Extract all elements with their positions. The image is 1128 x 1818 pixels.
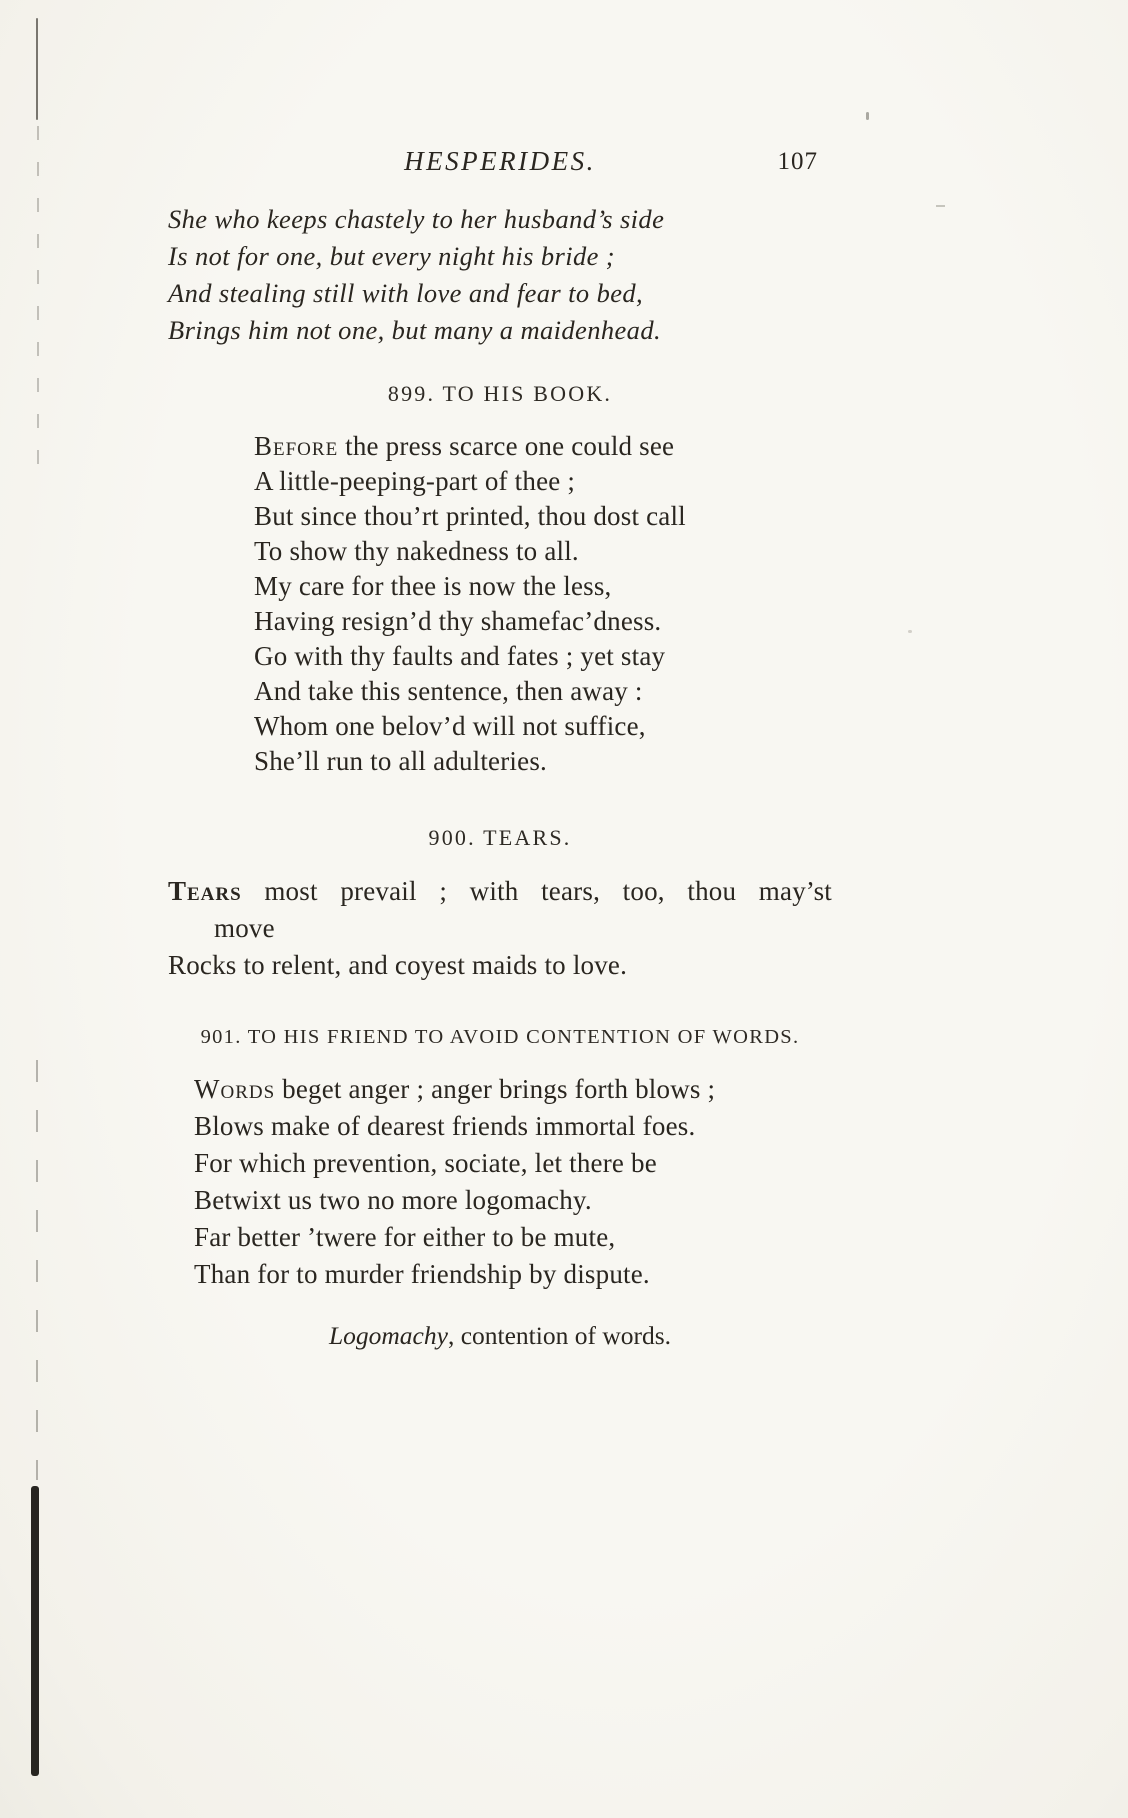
poem-line: Blows make of dearest friends immortal foes. — [194, 1111, 696, 1141]
scan-artifact-left-dashes-lower — [36, 1060, 38, 1480]
page-number: 107 — [777, 148, 818, 175]
poem-line: For which prevention, sociate, let there be — [194, 1148, 657, 1178]
scan-artifact-speck — [936, 205, 945, 207]
lead-word: Tears — [168, 876, 242, 906]
poem-line: Brings him not one, but many a maidenhead. — [168, 315, 662, 345]
poem-line-text: most prevail ; with tears, too, thou may’st — [264, 876, 833, 906]
poem-line: And stealing still with love and fear to bed, — [168, 278, 644, 308]
poem-900 — [168, 873, 832, 984]
lead-word: Words — [194, 1074, 276, 1104]
poem-line — [194, 1071, 832, 1108]
poem-901-heading: 901. TO HIS FRIEND TO AVOID CONTENTION OF WORDS. — [200, 1026, 800, 1048]
running-title: HESPERIDES. — [404, 146, 596, 176]
poem-line-text: the press scarce one could see — [345, 431, 675, 461]
poem-line: She’ll run to all adulteries. — [254, 746, 547, 776]
poem-899 — [254, 429, 832, 779]
poem-line: A little-peeping-part of thee ; — [254, 466, 576, 496]
poem-line: But since thou’rt printed, thou dost call — [254, 501, 686, 531]
poem-line: To show thy nakedness to all. — [254, 536, 579, 566]
footnote-term: Logomachy — [328, 1321, 448, 1350]
poem-line: Go with thy faults and fates ; yet stay — [254, 641, 666, 671]
scan-artifact-bottom-left-bar — [31, 1486, 39, 1776]
scan-artifact-speck — [866, 112, 869, 120]
footnote-text: , contention of words. — [447, 1321, 672, 1350]
poem-line: Betwixt us two no more logomachy. — [194, 1185, 592, 1215]
running-header — [168, 146, 832, 177]
continuation-stanza — [168, 201, 832, 349]
lead-word: Before — [254, 431, 339, 461]
scan-artifact-left-dashes-upper — [37, 126, 39, 466]
page-text-block — [168, 0, 832, 1351]
poem-line — [168, 873, 832, 910]
poem-line-text: beget anger ; anger brings forth blows ; — [282, 1074, 716, 1104]
poem-901 — [194, 1071, 832, 1293]
poem-line: move — [214, 913, 275, 943]
poem-line: Having resign’d thy shamefac’dness. — [254, 606, 662, 636]
scan-artifact-speck — [908, 630, 912, 633]
poem-900-heading: 900. TEARS. — [428, 825, 572, 850]
poem-line: Is not for one, but every night his bride ; — [168, 241, 616, 271]
poem-line: Whom one belov’d will not suffice, — [254, 711, 646, 741]
poem-line — [254, 429, 832, 464]
poem-line: And take this sentence, then away : — [254, 676, 643, 706]
poem-899-heading: 899. TO HIS BOOK. — [387, 381, 613, 406]
poem-line: Far better ’twere for either to be mute, — [194, 1222, 616, 1252]
footnote — [168, 1321, 832, 1351]
poem-line: Rocks to relent, and coyest maids to love. — [168, 950, 628, 980]
poem-line: She who keeps chastely to her husband’s side — [168, 204, 665, 234]
poem-line: My care for thee is now the less, — [254, 571, 612, 601]
scan-artifact-top-left-line — [36, 18, 38, 120]
poem-line: Than for to murder friendship by dispute. — [194, 1259, 650, 1289]
